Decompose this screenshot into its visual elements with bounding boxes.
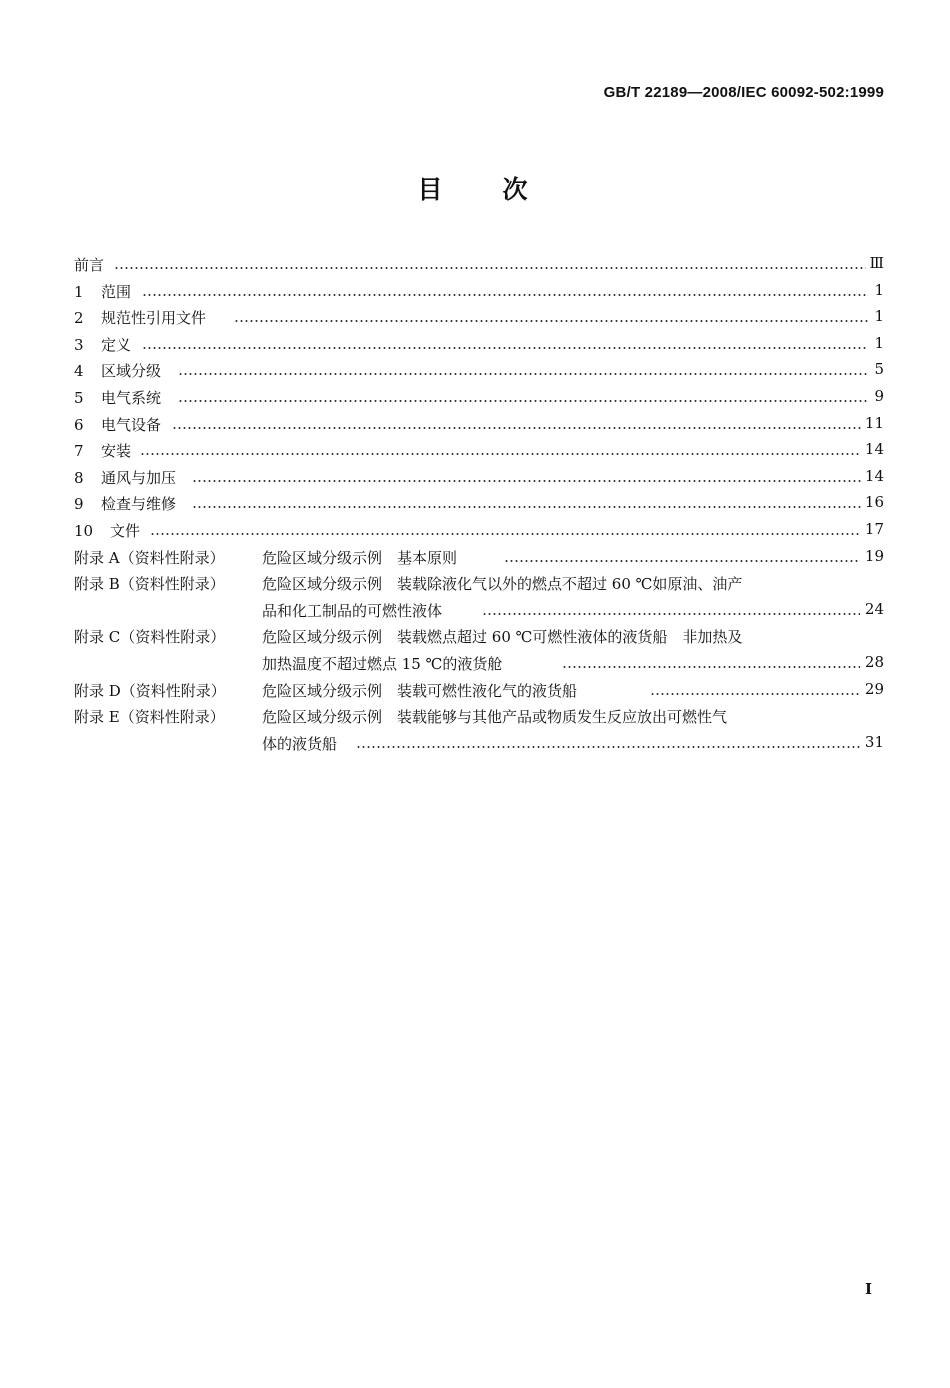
toc-entry-section[interactable] [74,520,884,547]
annex-prefix: 附录 B（资料性附录） [74,575,225,594]
toc-page: 11 [861,414,884,432]
toc-page: 17 [861,520,884,538]
toc-entry-annex[interactable] [74,573,884,600]
toc-entry-annex-continued[interactable] [74,653,884,680]
toc-entry-section[interactable] [74,467,884,494]
toc-label: 电气设备 [101,415,162,434]
leader-dots [114,267,866,269]
leader-dots [178,400,868,402]
toc-label: 区域分级 [101,362,162,381]
toc-label-continued: 体的液货船 [262,734,338,753]
toc-label: 定义 [101,335,132,354]
section-number: 4 [74,362,84,381]
leader-dots [192,506,862,508]
leader-dots [356,746,860,748]
toc-label: 危险区域分级示例 装载能够与其他产品或物质发生反应放出可燃性气 [262,708,728,727]
toc-entry-section[interactable] [74,281,884,308]
leader-dots [142,294,868,296]
annex-prefix: 附录 E（资料性附录） [74,708,225,727]
toc-page: 1 [870,281,884,299]
section-number: 6 [74,415,84,434]
toc-entry-section[interactable] [74,360,884,387]
toc-entry-section[interactable] [74,387,884,414]
section-number: 7 [74,442,84,461]
toc-entry-annex[interactable] [74,547,884,574]
standard-code: GB/T 22189—2008/IEC 60092-502:1999 [603,84,884,101]
toc-label: 规范性引用文件 [101,309,207,328]
toc-label: 安装 [101,442,132,461]
toc-page: 29 [861,680,884,698]
section-number: 8 [74,468,84,487]
toc-label-continued: 加热温度不超过燃点 15 ℃的液货舱 [262,654,503,673]
leader-dots [192,480,862,482]
toc-page: 14 [861,467,884,485]
annex-prefix: 附录 D（资料性附录） [74,681,226,700]
leader-dots [650,693,860,695]
toc-entry-section[interactable] [74,307,884,334]
toc-label: 危险区域分级示例 装载燃点超过 60 ℃可燃性液体的液货船 非加热及 [262,628,743,647]
toc-page: 19 [861,547,884,565]
leader-dots [150,533,862,535]
toc-entry-annex-continued[interactable] [74,600,884,627]
section-number: 1 [74,282,84,301]
toc-entry-annex[interactable] [74,626,884,653]
leader-dots [142,347,868,349]
toc-entry-section[interactable] [74,414,884,441]
toc-entry-annex[interactable] [74,706,884,733]
section-number: 10 [74,521,94,540]
section-number: 5 [74,388,84,407]
toc-entry-section[interactable] [74,440,884,467]
leader-dots [504,560,860,562]
section-number: 3 [74,335,84,354]
page-title: 目次 [417,175,588,204]
toc-entry-annex[interactable] [74,680,884,707]
toc-label: 电气系统 [101,388,162,407]
table-of-contents [74,254,884,759]
toc-label: 范围 [101,282,132,301]
leader-dots [234,320,868,322]
toc-label-continued: 品和化工制品的可燃性液体 [262,601,443,620]
toc-page: 9 [870,387,884,405]
leader-dots [140,453,862,455]
toc-page: Ⅲ [866,254,884,272]
annex-prefix: 附录 C（资料性附录） [74,628,226,647]
toc-entry-section[interactable] [74,334,884,361]
toc-page: 14 [861,440,884,458]
toc-entry-annex-continued[interactable] [74,733,884,760]
toc-page: 31 [861,733,884,751]
toc-label: 通风与加压 [101,468,177,487]
toc-page: 28 [861,653,884,671]
page-number: I [864,1280,872,1298]
toc-label: 前言 [74,256,105,274]
toc-entry-foreword[interactable] [74,254,884,281]
toc-page: 16 [861,493,884,511]
toc-page: 24 [861,600,884,618]
leader-dots [172,427,862,429]
toc-entry-section[interactable] [74,493,884,520]
toc-page: 1 [870,307,884,325]
leader-dots [178,373,868,375]
toc-label: 检查与维修 [101,495,177,514]
toc-page: 5 [870,360,884,378]
toc-label: 危险区域分级示例 装载除液化气以外的燃点不超过 60 ℃如原油、油产 [262,575,743,594]
toc-label: 文件 [110,521,141,540]
toc-label: 危险区域分级示例 基本原则 [262,548,458,567]
annex-prefix: 附录 A（资料性附录） [74,548,225,567]
section-number: 9 [74,495,84,514]
leader-dots [482,613,860,615]
toc-page: 1 [870,334,884,352]
toc-label: 危险区域分级示例 装载可燃性液化气的液货船 [262,681,578,700]
leader-dots [562,666,860,668]
section-number: 2 [74,309,84,328]
